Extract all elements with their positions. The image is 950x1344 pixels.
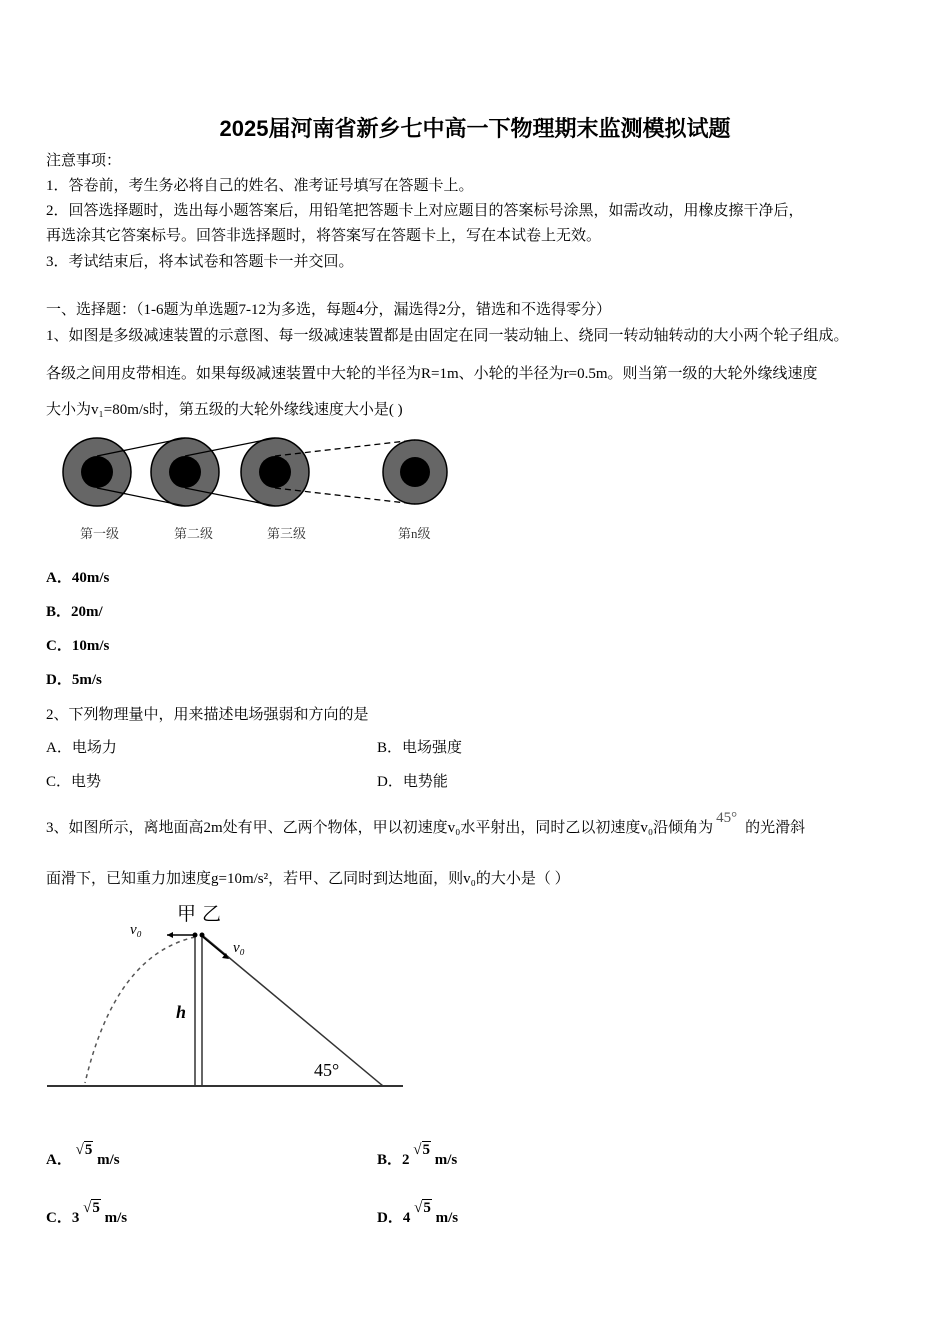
- page-title: 2025届河南省新乡七中高一下物理期末监测模拟试题: [219, 116, 731, 141]
- reduction-gear-figure: [55, 430, 455, 520]
- note-2: 2．回答选择题时，选出每小题答案后，用铅笔把答题卡上对应题目的答案标号涂黑，如需改动，用橡皮擦干净后，: [46, 203, 804, 219]
- option-coef: 4: [402, 1210, 411, 1226]
- q2-option-b[interactable]: B．电场强度: [377, 740, 463, 756]
- q3-line-1-text: 3、如图所示，离地面高2m处有甲、乙两个物体，甲以初速度v₀水平射出，同时乙以初速度v₀沿倾角为: [46, 820, 714, 836]
- q2-option-c[interactable]: C．电势: [46, 774, 102, 790]
- option-unit: m/s: [97, 1152, 120, 1168]
- notes-heading: 注意事项：: [46, 153, 122, 169]
- stage-1-label: 第一级: [80, 526, 120, 541]
- q3-option-d[interactable]: [377, 1200, 459, 1228]
- q3-angle: 45°: [716, 810, 738, 826]
- sqrt-icon: √5: [414, 1200, 431, 1216]
- q3-line-1-end: 的光滑斜: [745, 820, 806, 836]
- option-coef: 2: [402, 1152, 410, 1168]
- option-unit: m/s: [104, 1210, 128, 1226]
- label-yi: 乙: [202, 904, 222, 925]
- section-heading: 一、选择题：（1-6题为单选题7-12为多选，每题4分，漏选得2分，错选和不选得零分）: [46, 302, 611, 318]
- option-root: 5: [92, 1200, 100, 1216]
- note-2-cont: 再选涂其它答案标号。回答非选择题时，将答案写在答题卡上，写在本试卷上无效。: [46, 228, 602, 244]
- stage-3-label: 第三级: [267, 526, 307, 541]
- q3-option-c[interactable]: [46, 1200, 128, 1228]
- sqrt-icon: √5: [83, 1200, 100, 1216]
- q2-option-a[interactable]: A．电场力: [46, 740, 117, 756]
- q1-line-2: 各级之间用皮带相连。如果每级减速装置中大轮的半径为R=1m、小轮的半径为r=0.5m。则当第一级的大轮外缘线速度: [46, 366, 818, 382]
- q3-option-a[interactable]: [46, 1142, 120, 1170]
- q1-option-a[interactable]: A．40m/s: [46, 570, 110, 586]
- stage-n-label: 第n级: [398, 526, 431, 541]
- sqrt-icon: √5: [413, 1142, 430, 1158]
- q1-line-3: 大小为v₁=80m/s时，第五级的大轮外缘线速度大小是( ): [46, 402, 403, 418]
- option-unit: m/s: [434, 1152, 458, 1168]
- label-v0-yi: v₀: [233, 940, 245, 956]
- option-root: 5: [84, 1142, 93, 1158]
- q1-line-1: 1、如图是多级减速装置的示意图、每一级减速装置都是由固定在同一装动轴上、绕同一转动轴转动的大小两个轮子组成。: [46, 328, 849, 344]
- q1-option-d[interactable]: D．5m/s: [46, 672, 102, 688]
- option-coef: 3: [71, 1210, 80, 1226]
- option-letter: C．: [46, 1210, 72, 1226]
- option-root: 5: [423, 1200, 431, 1216]
- option-letter: B．: [377, 1152, 403, 1168]
- option-letter: A．: [46, 1152, 72, 1168]
- label-h: h: [176, 1002, 187, 1022]
- stage-2-label: 第二级: [174, 526, 214, 541]
- label-v0-jia: v₀: [130, 922, 142, 938]
- q1-option-b[interactable]: B．20m/: [46, 604, 103, 620]
- q3-option-b[interactable]: [377, 1142, 458, 1170]
- note-1: 1．答卷前，考生务必将自己的姓名、准考证号填写在答题卡上。: [46, 178, 474, 194]
- q1-option-c[interactable]: C．10m/s: [46, 638, 110, 654]
- q2-stem: 2、下列物理量中，用来描述电场强弱和方向的是: [46, 707, 369, 723]
- option-unit: m/s: [435, 1210, 459, 1226]
- label-jia: 甲: [177, 904, 197, 925]
- incline-projectile-figure: [45, 905, 415, 1090]
- q3-line-1: [46, 810, 806, 838]
- option-root: 5: [422, 1142, 430, 1158]
- q2-option-d[interactable]: D．电势能: [377, 774, 448, 790]
- option-letter: D．: [377, 1210, 403, 1226]
- sqrt-icon: √5: [75, 1142, 93, 1158]
- note-3: 3．考试结束后，将本试卷和答题卡一并交回。: [46, 254, 354, 270]
- q3-line-2: 面滑下，已知重力加速度g=10m/s²，若甲、乙同时到达地面，则v₀的大小是（ ）: [46, 871, 570, 887]
- label-angle: 45°: [314, 1060, 340, 1080]
